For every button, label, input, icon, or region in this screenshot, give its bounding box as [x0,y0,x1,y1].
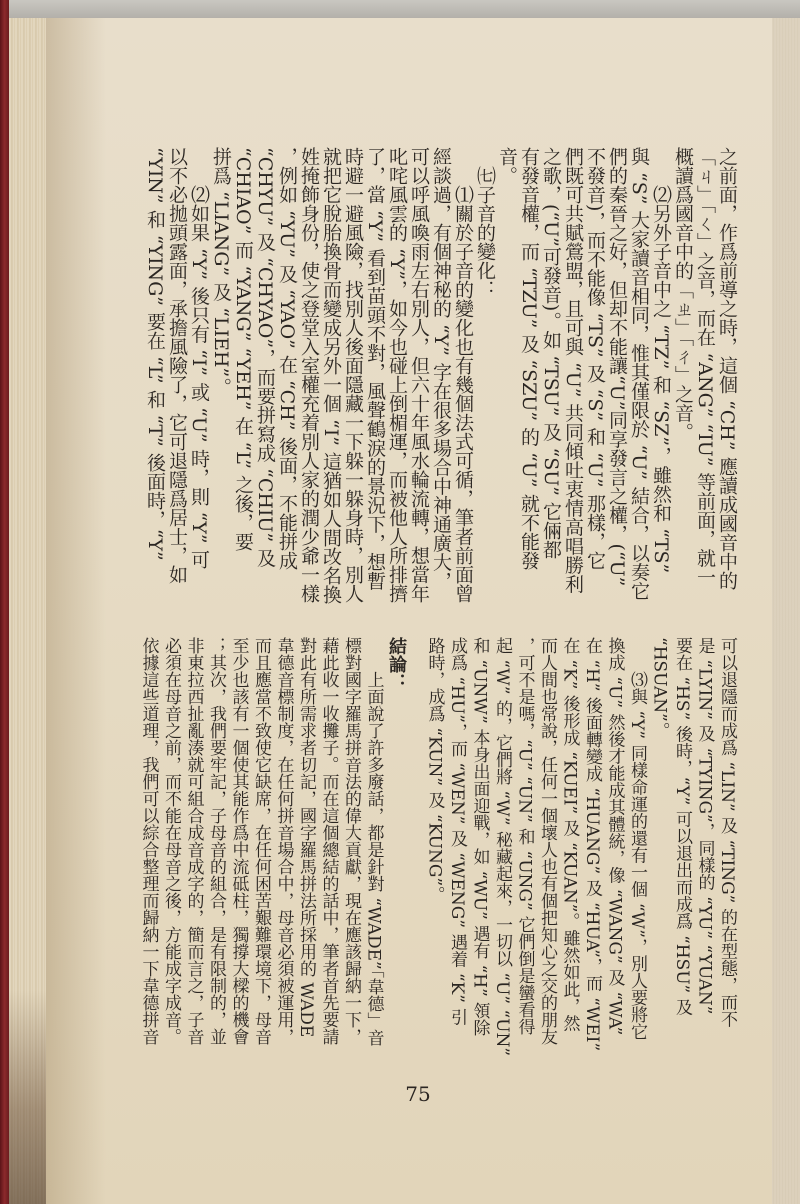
upper-text-column: 「ㄐ」「ㄑ」之音，而在 “ANG” “IU” 等前面，就一 [694,147,716,587]
upper-text-column: 概讀爲國音中的「ㄓ」「ㄔ」之音。 [672,147,694,442]
upper-text-column: 可以呼風喚雨左右別人，但六十年風水輪流轉，想當年 [408,147,430,603]
lower-text-column: 和 “UNW” 本身出面迎戰，如 “WU” 遇有 “H” 領除 [469,637,490,1037]
upper-text-block [144,147,738,615]
upper-text-column: 不發音)，而不能像 “TS” 及 “S” 和 “U” 那樣，它 [584,147,606,570]
upper-text-column: ⑵另外子音中之 “TZ” 和 “SZ”，雖然和 “TS” [650,185,672,574]
upper-text-column: 之歌，(“U”可發音)。如 “TSU” 及 “SU” 它倆都 [540,147,562,560]
lower-text-column: ⑶與 “Y” 同樣命運的還有一個 “W”，別人要將它 [627,671,647,1040]
lower-text-column: “HSUAN”。 [649,637,670,739]
upper-text-column: 姓掩飾身份，使之登堂入室權充着別人家的潤少爺一樣 [298,147,320,603]
lower-text-column: 在 “K” 後形成 “KUEI” 及 “KUAN”。雖然如此，然 [559,637,580,1032]
lower-text-column: 路時，成爲 “KUN” 及 “KUNG”。 [424,637,445,904]
upper-text-column: 之前面，作爲前導之時，這個 “CH” 應讀成國音中的 [716,147,738,590]
lower-text-column: 而且應當不致使它缺席，在任何困苦艱難環境下，母音 [251,637,271,1045]
lower-text-column: 換成 “U” 然後才能成其體統，像 “WANG” 及 “WA” [604,637,625,1036]
lower-text-column: 藉此收一收攤子。而在這個總結的話中，筆者首先要請 [318,637,339,1045]
lower-text-column: 要在 “HS” 後時，“Y” 可以退出而成爲 “HSU” 及 [672,637,692,1016]
lower-text-column: 非東拉西扯亂湊就可組合成音成字的，簡而言之，子音 [183,637,204,1045]
lower-text-column: 可以退隱而成爲 “LIN” 及 “TING” 的在型態，而不 [717,637,737,1028]
lower-text-column: 成爲 “HU”，而 “WEN” 及 “WENG” 遇着 “K” 引 [447,637,467,1026]
upper-text-column: 了，當 “Y” 看到苗頭不對，風聲鶴淚的景況下，想暫 [364,147,386,591]
upper-text-column: 時避一避風險，找別人後面隱藏一下躲一躲身時，別人 [342,147,364,603]
upper-text-column: 有發音權，而 “TZU” 及 “SZU” 的 “U” 就不能發 [518,147,540,570]
upper-text-column: 就把它脫胎換骨而變成另外一個 “I” 這猶如人間改名換 [320,147,342,605]
upper-text-column: ⑴關於子音的變化也有幾個法式可循，筆者前面曾 [452,185,474,603]
upper-text-column: 們既可共賦鶯盟，且可與 “U” 共同傾吐衷情高唱勝利 [562,147,584,594]
lower-text-column: ；其次，我們要牢記，子母音的組合，是有限制的，並 [206,637,226,1045]
book-page [46,18,800,1204]
lower-text-column: 對此有所需求者切記，國字羅馬拼法所採用的 WADE [296,637,316,1038]
upper-text-column: 們的秦晉之好，但却不能讓“U”同享發言之權，(“U” [606,147,628,587]
upper-text-column: 叱咤風雲的 “Y”，如今也碰上倒楣運，而被他人所排擠 [386,147,408,604]
lower-text-column: 而人間也常說，任何一個壞人也有個把知心之交的朋友 [537,637,557,1045]
lower-text-column: 在 “H” 後面轉變成 “HUANG” 及 “HUA”，而 “WEI” [582,637,602,1052]
lower-text-block [137,637,738,1077]
page-edges [9,18,47,1204]
page-number: 75 [405,1082,431,1106]
upper-text-column: “YIN” 和 “YING” 要在 “L” 和 “T” 後面時，“Y” [144,147,166,561]
upper-text-column: 以不必拋頭露面，承擔風險了，它可退隱爲居士，如 [166,147,188,584]
upper-text-column: ，例如 “YU” 及 “YAO” 在 “CH” 後面，不能拼成 [276,147,298,570]
lower-text-column: 依據這些道理，我們可以綜合整理而歸納一下韋德拼音 [138,637,159,1045]
lower-text-column: 至少也該有一個使其能作爲中流砥柱，獨撐大樑的機會 [228,637,249,1045]
upper-text-column: 音。 [496,147,518,185]
upper-text-column: “CHYU” 及 “CHYAO”，而要拼寫成 “CHIU” 及 [254,147,276,568]
book-cover-edge [0,0,9,1204]
lower-text-column: 韋德音標制度，在任何拼音場合中，母音必須被運用， [273,637,294,1045]
upper-text-column: ㈦子音的變化： [474,166,496,299]
upper-text-column: “CHIAO” 而 “YANG” “YEH” 在 “L” 之後，要 [232,147,254,552]
section-heading: 結論： [386,637,407,691]
lower-text-column: 必須在母音之前，而不能在母音之後，方能成字成音。 [161,637,181,1045]
upper-text-column: 經談過，有個神秘的 “Y” 字在很多場合中神通廣大， [430,147,452,591]
lower-text-column: 標對國字羅馬拼音法的偉大貢獻，現在應該歸納一下， [341,637,361,1045]
upper-text-column: 與 “S” 大家讀音相同，惟其僅限於 “U” 結合，以奏它 [628,147,650,601]
lower-text-column: 上面說了許多廢話，都是針對 “WADE”「韋德」音 [363,671,384,1047]
upper-text-column: 拼爲 “LIANG” 及 “LIEH”。 [210,147,232,397]
lower-text-column: 是 “LYIN” 及 “TYING”，同樣的 “YU” “YUAN” [694,637,715,1015]
lower-text-column: ，可不是嗎，“U” “UN” 和 “UNG” 它們倒是蠻看得 [514,637,535,1036]
lower-text-column: 起 “W” 的，它們將 “W” 秘藏起來，一切以 “U” “UN” [492,637,512,1057]
upper-text-column: ⑵如果 “Y” 後只有 “I” 或 “U” 時，則 “Y” 可 [188,185,210,569]
